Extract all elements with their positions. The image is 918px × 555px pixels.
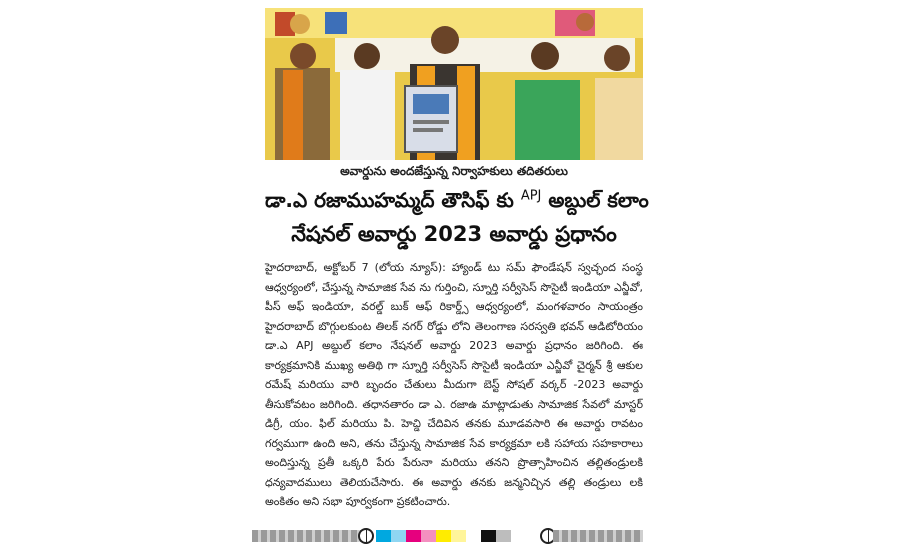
headline-line-1-part-b: అబ్దుల్ కలాం [541,188,649,212]
print-density-bar-left [252,530,364,542]
swatch-black [481,530,496,542]
registration-mark-left-icon [358,528,374,544]
photo-caption: అవార్డును అందజేస్తున్న నిర్వాహకులు తదితరులు [340,164,568,178]
headline-line-1-part-a: డా.ఎ రజాముహమ్మద్ తౌసిఫ్ కు [265,188,521,212]
swatch-white [466,530,481,542]
print-density-bar-right [553,530,643,542]
print-color-swatches [376,530,526,542]
article-body: హైదరాబాద్, అక్టోబర్ 7 (లోయ న్యూస్): హ్యాండ్ టు సమ్ ఫౌండేషన్ స్వచ్ఛంద సంస్థ ఆధ్వర్యంలో, చేస్తున్న సామాజిక సేవ ను గుర్తించి, స్నూర్తి సర్వీసెస్ సొసైటీ ఇండియా ఎన్జీవో, పీస్ అఫ్ ఇండియా, వరల్డ్ బుక్ ఆఫ్ రికార్డ్స్ ఆధ్వర్యంలో, మంగళవారం సాయంత్రం హైదరాబాద్ బొగ్గులకుంట తిలక్ నగర్ రోడ్డు లోని తెలంగాణ సరస్వతి భవన్ ఆడిటోరియం డా.ఎ APJ అబ్దుల్ కలాం నేషనల్ అవార్డు 2023 అవార్డు ప్రధానం జరిగింది. ఈ కార్యక్రమానికి ముఖ్య అతిథి గా స్నూర్తి సర్వీసెస్ సొసైటీ ఇండియా ఎన్జీవో చైర్మన్ శ్రీ ఆకుల రమేష్ మరియు వారి బృందం చేతులు మీదుగా బెస్ట్ సోషల్ వర్కర్ -2023 అవార్డు తీసుకోవటం జరిగింది. తధానతారం డా ఎ. రజాఉ మాట్లాడుతు సామాజిక సేవలో మాస్టర్ డిగ్రీ, యం. ఫిల్ మరియు పి. హెచ్డి చేదివిన తనకు మూడవసారి ఈ అవార్డు రావటం గర్వముగా ఉంది అని, తను చేస్తున్న సామాజిక సేవ కార్యక్రమా లకి సహాయ సహకారాలు అందిస్తున్న ప్రతీ ఒక్కరి పేరు పేరునా మరియు తనని ప్రొత్సాహించిన తల్లితండ్రులకి ధన్యవాదములు తెలియచేసారు. ఈ అవార్డు తనకు జన్మనిచ్చిన తల్లి తండ్రులు లకి అంకితం అని సభా పూర్వకంగా ప్రకటించారు. [265,261,643,508]
swatch-light-cyan [391,530,406,542]
swatch-magenta [406,530,421,542]
swatch-grey [496,530,511,542]
newspaper-clipping [265,8,649,528]
swatch-yellow [436,530,451,542]
swatch-white-2 [511,530,526,542]
award-photo [265,8,643,160]
headline-line-1 [265,188,649,217]
headline-line-2: నేషనల్ అవార్డు 2023 అవార్డు ప్రధానం [291,222,617,246]
award-photo-illustration [265,8,643,160]
swatch-light-yellow [451,530,466,542]
headline-apj-tag: APJ [520,188,542,204]
swatch-cyan [376,530,391,542]
swatch-pink [421,530,436,542]
